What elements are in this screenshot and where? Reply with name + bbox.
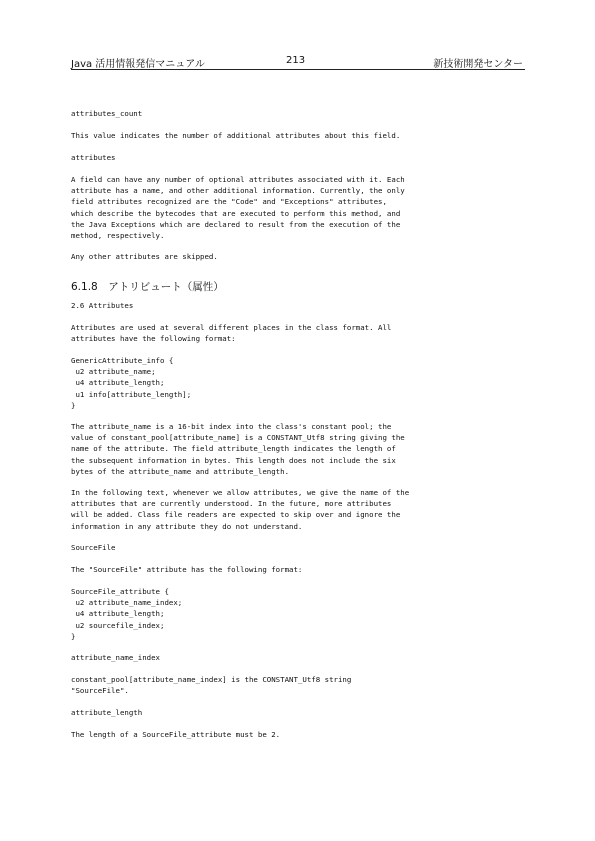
page-number: 213 xyxy=(286,55,306,66)
code-sourcefile-attribute: SourceFile_attribute { u2 attribute_name_index; u4 attribute_length; u2 sourcefile_index; } xyxy=(71,587,183,641)
paragraph-following-text: In the following text, whenever we allow attributes, we give the name of the attributes that are currently understood. In the future, more attributes will be added. Class file readers are expected to skip over and ignore the information in any attribute they do not understand. xyxy=(71,488,410,531)
paragraph-attributes-count: This value indicates the number of additional attributes about this field. xyxy=(71,131,401,140)
header-rule xyxy=(71,69,525,70)
header-title: Java 活用情報発信マニュアル xyxy=(71,59,205,70)
code-generic-attribute: GenericAttribute_info { u2 attribute_name; u4 attribute_length; u1 info[attribute_length]; } xyxy=(71,356,192,410)
header-organization: 新技術開発センター xyxy=(433,59,523,70)
subsection-title: 2.6 Attributes xyxy=(71,301,134,310)
term-sourcefile: SourceFile xyxy=(71,543,116,552)
term-attribute-name-index: attribute_name_index xyxy=(71,653,160,662)
paragraph-attribute-name-index: constant_pool[attribute_name_index] is the CONSTANT_Utf8 string "SourceFile". xyxy=(71,675,352,696)
term-attribute-length: attribute_length xyxy=(71,708,143,717)
paragraph-other-attributes: Any other attributes are skipped. xyxy=(71,252,218,261)
term-attributes: attributes xyxy=(71,153,116,162)
paragraph-attributes-intro: Attributes are used at several different places in the class format. All attributes have the following format: xyxy=(71,323,392,344)
term-attributes-count: attributes_count xyxy=(71,109,143,118)
paragraph-sourcefile-format: The "SourceFile" attribute has the following format: xyxy=(71,565,303,574)
paragraph-attribute-name: The attribute_name is a 16-bit index into the class's constant pool; the value of constant_pool[attribute_name] is a CONSTANT_Utf8 string giving the name of the attribute. The field attribute_length indicates the length of the subsequent information in bytes. This length does not include the six bytes of the attribute_name and attribute_length. xyxy=(71,422,405,476)
paragraph-field-attributes: A field can have any number of optional attributes associated with it. Each attribute has a name, and other additional information. Currently, the only field attributes recognized are the "Code" and "Exceptions" attributes, which describe the bytecodes that are executed to perform this method, and the Java Exceptions which are declared to result from the execution of the method, respectively. xyxy=(71,175,405,241)
paragraph-attribute-length: The length of a SourceFile_attribute must be 2. xyxy=(71,730,281,739)
section-heading: 6.1.8 アトリビュート（属性） xyxy=(71,281,224,293)
